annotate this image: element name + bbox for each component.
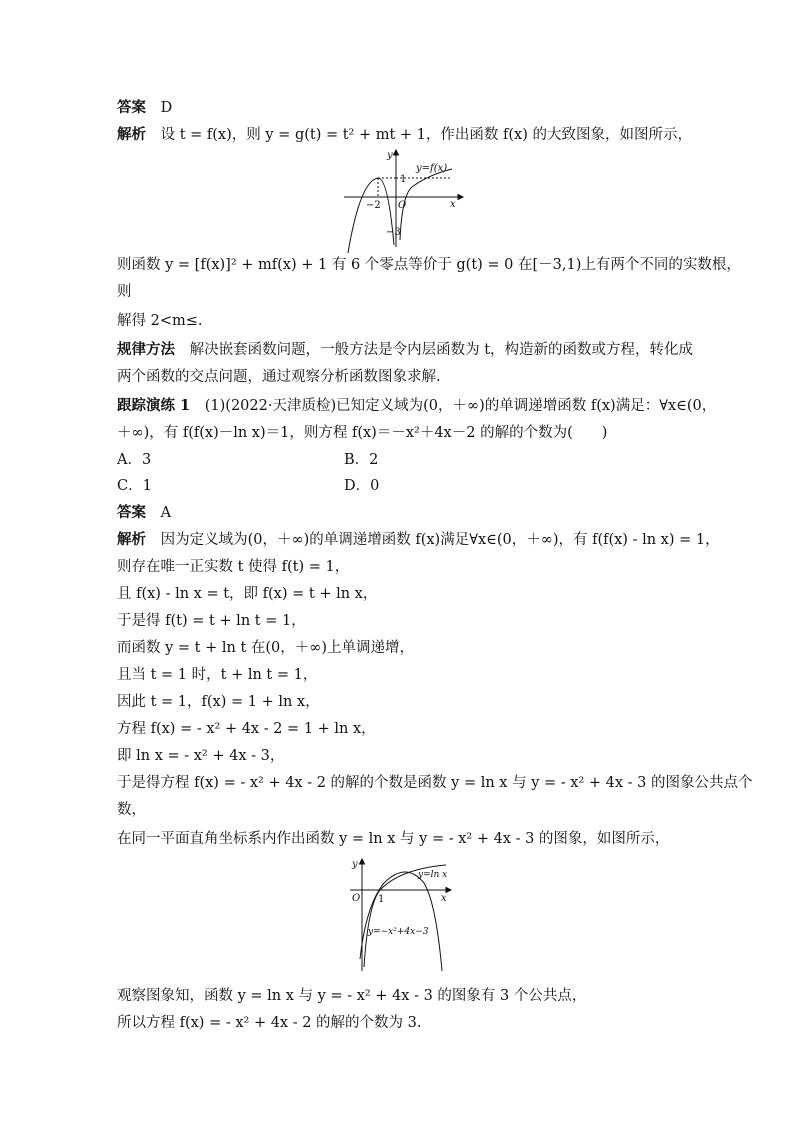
y-axis-arrow bbox=[394, 150, 399, 155]
method-text: 解决嵌套函数问题，一般方法是令内层函数为 t，构造新的函数或方程，转化成 bbox=[189, 342, 694, 358]
analysis-2-line-12: 在同一平面直角坐标系内作出函数 y = ln x 与 y = - x² + 4x - 3 的图象，如图所示， bbox=[117, 831, 670, 847]
analysis-2-line-3: 且 f(x) - ln x = t，即 f(x) = t + ln x， bbox=[117, 586, 378, 602]
fig1-curve-label: y=f(x) bbox=[416, 163, 448, 174]
method-label: 规律方法 bbox=[117, 341, 175, 358]
curve-right bbox=[400, 169, 452, 240]
fig2-origin-label: O bbox=[352, 893, 361, 904]
answer-2 bbox=[117, 503, 700, 523]
exercise-line-1 bbox=[117, 396, 717, 416]
analysis-2-line-5: 而函数 y = t + ln t 在(0，＋∞)上单调递增， bbox=[117, 640, 415, 656]
y-axis-arrow bbox=[360, 859, 365, 864]
analysis-text: 设 t = f(x)，则 y = g(t) = t² + mt + 1，作出函数 f(x) 的大致图象，如图所示， bbox=[160, 127, 692, 143]
exercise-label: 跟踪演练 1 bbox=[117, 397, 191, 414]
method-line-1 bbox=[117, 340, 700, 360]
conclusion-line-1: 观察图象知，函数 y = ln x 与 y = - x² + 4x - 3 的图象有 3 个公共点， bbox=[117, 988, 587, 1004]
fig2-ln-label: y=ln x bbox=[418, 870, 448, 880]
option-c: C．1 bbox=[117, 478, 152, 494]
option-a: A．3 bbox=[117, 452, 152, 468]
analysis-2-line-7: 因此 t = 1，f(x) = 1 + ln x， bbox=[117, 694, 320, 710]
method-line-2: 两个函数的交点问题，通过观察分析函数图象求解. bbox=[117, 369, 441, 385]
conclusion-line-2: 所以方程 f(x) = - x² + 4x - 2 的解的个数为 3. bbox=[117, 1015, 422, 1031]
fig1-y-label: y bbox=[387, 150, 393, 161]
curve-left bbox=[348, 178, 394, 253]
fig2-x-label: x bbox=[441, 893, 447, 904]
answer-label: 答案 bbox=[117, 504, 146, 521]
x-axis-arrow bbox=[446, 888, 451, 893]
answer-1 bbox=[117, 98, 700, 118]
answer-value: D bbox=[160, 100, 173, 116]
option-b: B．2 bbox=[344, 452, 379, 468]
exercise-line-2: ＋∞)，有 f(f(x)－ln x)＝1，则方程 f(x)＝－x²＋4x－2 的解的个数为( ) bbox=[117, 425, 608, 441]
analysis-2-line-9: 即 ln x = - x² + 4x - 3， bbox=[117, 748, 285, 764]
analysis-2-line-6: 且当 t = 1 时，t + ln t = 1， bbox=[117, 667, 318, 683]
analysis-1-line-2: 则函数 y = [f(x)]² + mf(x) + 1 有 6 个零点等价于 g(t) = 0 在[－3,1)上有两个不同的实数根， bbox=[117, 257, 741, 273]
figure-2-graph bbox=[340, 855, 465, 975]
ln-curve bbox=[364, 865, 446, 967]
fig1-tick-neg3: −3 bbox=[386, 227, 401, 238]
analysis-2-line-10: 于是得方程 f(x) = - x² + 4x - 2 的解的个数是函数 y = ln x 与 y = - x² + 4x - 3 的图象公共点个 bbox=[117, 775, 753, 791]
analysis-2-line-4: 于是得 f(t) = t + ln t = 1， bbox=[117, 613, 306, 629]
fig2-tick-1: 1 bbox=[378, 894, 385, 905]
analysis-2-line-8: 方程 f(x) = - x² + 4x - 2 = 1 + ln x， bbox=[117, 721, 376, 737]
analysis-2-line-1 bbox=[117, 530, 720, 550]
fig1-x-label: x bbox=[450, 199, 456, 210]
analysis-2-line-2: 则存在唯一正实数 t 使得 f(t) = 1， bbox=[117, 559, 350, 575]
analysis-label: 解析 bbox=[117, 126, 146, 143]
answer-value: A bbox=[160, 505, 172, 521]
analysis-1-line-3: 则 bbox=[117, 284, 132, 300]
fig2-y-label: y bbox=[352, 859, 358, 870]
fig1-tick-1: 1 bbox=[400, 174, 407, 185]
analysis-2-line-11: 数， bbox=[117, 802, 146, 818]
fig1-origin-label: O bbox=[398, 200, 407, 211]
parabola-curve bbox=[360, 872, 442, 971]
fig1-tick-neg2: −2 bbox=[366, 200, 381, 211]
analysis-text: 因为定义域为(0，＋∞)的单调递增函数 f(x)满足∀x∈(0，＋∞)，有 f(f(x) - ln x) = 1， bbox=[160, 532, 720, 548]
answer-label: 答案 bbox=[117, 99, 146, 116]
analysis-1-line-1 bbox=[117, 125, 700, 145]
option-d: D．0 bbox=[344, 478, 380, 494]
figure-1-graph bbox=[330, 145, 470, 255]
x-axis-arrow bbox=[458, 195, 463, 200]
exercise-text: (1)(2022·天津质检)已知定义域为(0，＋∞)的单调递增函数 f(x)满足：∀x∈(0， bbox=[204, 398, 717, 414]
analysis-1-line-4: 解得 2<m≤. bbox=[117, 313, 203, 329]
fig2-parabola-label: y=−x²+4x−3 bbox=[368, 927, 429, 937]
analysis-label: 解析 bbox=[117, 531, 146, 548]
